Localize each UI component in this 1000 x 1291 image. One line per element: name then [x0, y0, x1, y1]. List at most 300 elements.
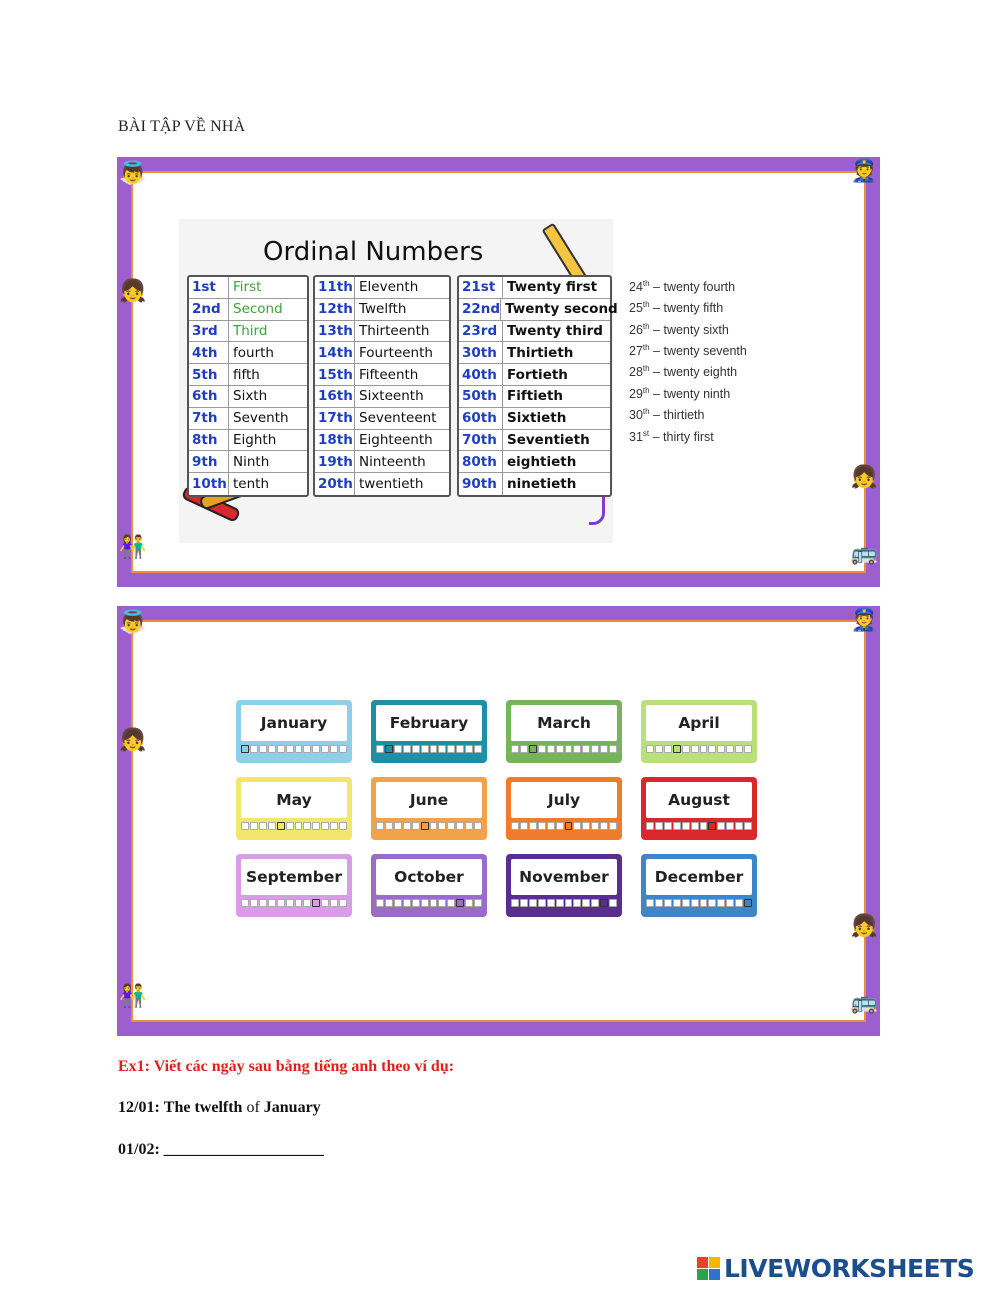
ordinal-row [459, 342, 610, 364]
month-index-box [321, 899, 329, 907]
ordinal-list-item [629, 318, 747, 339]
month-index-box [538, 899, 546, 907]
month-index-box [330, 899, 338, 907]
ordinal-row [315, 473, 449, 495]
month-card [236, 854, 352, 917]
ordinal-number: 40th [459, 364, 503, 385]
month-index-box [529, 822, 537, 830]
ordinal-row [459, 451, 610, 473]
example-of: of [246, 1099, 260, 1116]
angel-icon: 👼 [119, 610, 147, 635]
month-card [641, 854, 757, 917]
month-index-box [456, 745, 464, 753]
month-index-box [286, 899, 294, 907]
month-index-strip [511, 745, 617, 753]
month-index-box [700, 822, 708, 830]
month-index-box [412, 822, 420, 830]
month-index-box [744, 745, 752, 753]
month-name: November [511, 859, 617, 895]
ordinal-number: 21st [459, 277, 503, 298]
month-index-box [295, 899, 303, 907]
ordinal-list-suffix: th [642, 364, 650, 374]
ordinal-row [189, 451, 307, 473]
ordinal-word: Second [233, 301, 283, 318]
ordinal-word: Thirteenth [359, 322, 430, 339]
ordinal-list-text: – thirty first [649, 429, 714, 444]
ordinal-title: Ordinal Numbers [263, 237, 484, 267]
month-index-box [744, 899, 752, 907]
month-index-box [403, 822, 411, 830]
month-index-strip [511, 822, 617, 830]
month-index-box [259, 745, 267, 753]
ordinal-number: 9th [189, 451, 229, 472]
ordinal-number: 3rd [189, 321, 229, 342]
month-index-box [412, 899, 420, 907]
month-name: September [241, 859, 347, 895]
ordinal-number: 4th [189, 342, 229, 363]
month-index-box [268, 899, 276, 907]
month-index-box [403, 899, 411, 907]
ordinal-word: Fifteenth [359, 366, 419, 383]
month-index-box [673, 899, 681, 907]
ordinal-list-item [629, 360, 747, 381]
ordinal-row [189, 430, 307, 452]
month-index-strip [241, 822, 347, 830]
ordinal-word: Eleventh [359, 279, 419, 296]
ordinal-word: tenth [233, 476, 270, 493]
month-card [371, 700, 487, 763]
ordinal-list-text: – thirtieth [649, 408, 705, 423]
month-index-box [700, 899, 708, 907]
ordinal-word: Twenty second [505, 301, 618, 318]
month-index-box [511, 899, 519, 907]
month-index-box [241, 745, 249, 753]
liveworksheets-logo-icon [697, 1257, 720, 1280]
month-index-box [250, 745, 258, 753]
month-index-box [330, 745, 338, 753]
ordinal-word: fifth [233, 366, 260, 383]
ordinal-list-number: 25 [629, 301, 643, 316]
month-index-box [241, 899, 249, 907]
month-index-box [726, 745, 734, 753]
ordinal-list-number: 27 [629, 344, 643, 359]
month-index-box [646, 899, 654, 907]
month-index-box [277, 899, 285, 907]
ordinal-row [189, 299, 307, 321]
month-name: April [646, 705, 752, 741]
month-card [371, 854, 487, 917]
month-index-box [700, 745, 708, 753]
month-index-box [339, 745, 347, 753]
month-index-box [547, 745, 555, 753]
month-index-box [277, 745, 285, 753]
ordinal-row [459, 321, 610, 343]
month-index-box [529, 745, 537, 753]
ordinal-word: eightieth [507, 453, 577, 470]
month-index-box [511, 745, 519, 753]
month-index-box [655, 822, 663, 830]
bus-icon: 🚌 [850, 990, 878, 1015]
month-index-box [376, 745, 384, 753]
exercise-title: Ex1: Viết các ngày sau bằng tiếng anh theo ví dụ: [118, 1058, 455, 1075]
ordinal-row [315, 321, 449, 343]
month-index-box [682, 822, 690, 830]
ordinal-row [189, 342, 307, 364]
ordinal-row [459, 364, 610, 386]
ordinal-list-suffix: st [642, 428, 650, 438]
ordinal-number: 20th [315, 473, 355, 495]
month-index-box [547, 822, 555, 830]
month-index-box [682, 745, 690, 753]
ordinal-number: 50th [459, 386, 503, 407]
ordinal-number: 15th [315, 364, 355, 385]
month-index-box [582, 899, 590, 907]
month-index-box [421, 822, 429, 830]
month-index-box [421, 745, 429, 753]
ordinal-list-number: 26 [629, 322, 643, 337]
ordinal-word: First [233, 279, 262, 296]
month-index-strip [376, 822, 482, 830]
ordinal-list-suffix: th [642, 300, 650, 310]
ordinal-list-item [629, 339, 747, 360]
girl-icon: 👧 [850, 465, 878, 490]
month-index-box [609, 822, 617, 830]
month-index-box [438, 745, 446, 753]
ordinal-word: Thirtieth [507, 344, 574, 361]
ordinal-list-text: – twenty fourth [649, 280, 736, 295]
month-index-box [573, 745, 581, 753]
month-card [506, 777, 622, 840]
ordinal-number: 8th [189, 430, 229, 451]
month-index-box [465, 899, 473, 907]
example-date: 12/01: [118, 1099, 160, 1116]
month-index-box [250, 822, 258, 830]
month-index-box [708, 899, 716, 907]
month-index-box [573, 899, 581, 907]
month-index-box [241, 822, 249, 830]
ordinal-row [189, 386, 307, 408]
month-index-strip [646, 899, 752, 907]
ordinal-number: 23rd [459, 321, 503, 342]
month-index-box [600, 822, 608, 830]
month-index-box [385, 745, 393, 753]
month-index-box [673, 745, 681, 753]
month-index-box [691, 745, 699, 753]
ordinal-row [315, 451, 449, 473]
month-name: October [376, 859, 482, 895]
month-index-box [430, 822, 438, 830]
ordinal-number: 10th [189, 473, 229, 495]
ordinal-row [189, 321, 307, 343]
month-index-box [664, 899, 672, 907]
ordinal-row [315, 430, 449, 452]
month-index-box [394, 745, 402, 753]
ordinal-row [315, 299, 449, 321]
ordinal-number: 7th [189, 408, 229, 429]
ordinal-number: 11th [315, 277, 355, 298]
brand-name: LIVEWORKSHEETS [724, 1254, 975, 1283]
month-index-box [259, 822, 267, 830]
ordinal-word: Twenty first [507, 279, 598, 296]
months-slide [117, 606, 880, 1036]
ordinal-list-item [629, 425, 747, 446]
answer-blank[interactable]: ____________________ [163, 1141, 324, 1158]
month-card [506, 854, 622, 917]
page-heading: BÀI TẬP VỀ NHÀ [118, 118, 246, 135]
ordinal-list-text: – twenty eighth [649, 365, 738, 380]
month-index-strip [646, 822, 752, 830]
ordinal-number: 5th [189, 364, 229, 385]
month-index-box [565, 745, 573, 753]
month-name: August [646, 782, 752, 818]
month-index-box [529, 899, 537, 907]
logo-square [709, 1257, 720, 1268]
ordinal-word: Twelfth [359, 301, 407, 318]
month-index-box [609, 745, 617, 753]
month-index-box [295, 745, 303, 753]
month-index-box [655, 745, 663, 753]
ordinal-number: 16th [315, 386, 355, 407]
month-index-box [385, 822, 393, 830]
month-index-box [250, 899, 258, 907]
ordinal-list-item [629, 403, 747, 424]
month-index-box [412, 745, 420, 753]
ordinal-list-suffix: th [642, 279, 650, 288]
month-index-box [591, 745, 599, 753]
ordinal-column-3 [457, 275, 618, 497]
month-index-strip [376, 899, 482, 907]
ordinal-word: Sixteenth [359, 388, 424, 405]
ordinal-row [315, 342, 449, 364]
month-index-box [600, 745, 608, 753]
month-index-box [312, 745, 320, 753]
ordinal-number: 1st [189, 277, 229, 298]
month-index-box [673, 822, 681, 830]
month-index-box [726, 822, 734, 830]
month-index-box [456, 822, 464, 830]
ordinal-word: Third [233, 322, 268, 339]
month-index-box [339, 822, 347, 830]
month-index-box [646, 745, 654, 753]
month-index-box [456, 899, 464, 907]
month-index-box [600, 899, 608, 907]
month-index-box [708, 745, 716, 753]
girl-icon: 👧 [119, 279, 147, 304]
ordinal-list-text: – twenty fifth [649, 301, 724, 316]
ordinal-slide-content [131, 171, 866, 573]
month-index-box [474, 822, 482, 830]
month-index-box [312, 822, 320, 830]
question-date: 01/02: [118, 1141, 160, 1158]
ordinal-row [459, 277, 610, 299]
ordinal-number: 22nd [459, 299, 501, 320]
month-card [641, 777, 757, 840]
month-index-box [465, 745, 473, 753]
ordinal-word: Sixth [233, 388, 268, 405]
exercise-example [118, 1099, 321, 1117]
month-index-box [511, 822, 519, 830]
ordinal-number: 19th [315, 451, 355, 472]
ordinal-list-text: – twenty ninth [649, 386, 731, 401]
girl-icon: 👧 [119, 728, 147, 753]
month-name: January [241, 705, 347, 741]
month-index-box [717, 822, 725, 830]
ordinal-row [459, 473, 610, 495]
month-index-box [726, 899, 734, 907]
ordinal-row [189, 364, 307, 386]
ordinal-number: 70th [459, 430, 503, 451]
ordinal-chart [179, 219, 618, 543]
ordinal-row [315, 386, 449, 408]
ordinal-list-number: 24 [629, 280, 643, 295]
month-index-box [735, 745, 743, 753]
month-index-box [403, 745, 411, 753]
ordinal-word: Ninteenth [359, 453, 426, 470]
month-index-box [538, 745, 546, 753]
month-index-box [664, 745, 672, 753]
girl-icon: 👧 [850, 914, 878, 939]
ordinal-row [189, 408, 307, 430]
month-index-strip [511, 899, 617, 907]
month-index-strip [241, 899, 347, 907]
month-index-strip [646, 745, 752, 753]
month-index-box [646, 822, 654, 830]
ordinal-word: twentieth [359, 476, 424, 493]
exercise-question [118, 1141, 324, 1159]
policeman-icon: 👮 [850, 608, 878, 633]
month-index-box [664, 822, 672, 830]
month-name: March [511, 705, 617, 741]
month-index-strip [376, 745, 482, 753]
ordinal-row [189, 473, 307, 495]
ordinal-number: 90th [459, 473, 503, 495]
ordinal-list-number: 29 [629, 386, 643, 401]
liveworksheets-brand [697, 1254, 974, 1283]
ordinal-row [459, 430, 610, 452]
month-index-box [520, 822, 528, 830]
month-index-box [421, 899, 429, 907]
ordinal-row [315, 277, 449, 299]
ordinal-list-text: – twenty seventh [649, 344, 747, 359]
policeman-icon: 👮 [850, 159, 878, 184]
month-name: February [376, 705, 482, 741]
month-index-box [295, 822, 303, 830]
ordinal-number: 60th [459, 408, 503, 429]
month-index-box [691, 899, 699, 907]
ordinal-word: Seventieth [507, 431, 590, 448]
month-index-box [321, 745, 329, 753]
month-index-box [376, 822, 384, 830]
month-index-box [556, 745, 564, 753]
month-index-box [735, 899, 743, 907]
month-name: June [376, 782, 482, 818]
months-grid [236, 700, 757, 917]
month-index-box [655, 899, 663, 907]
month-index-box [744, 822, 752, 830]
month-index-box [330, 822, 338, 830]
ordinal-number: 14th [315, 342, 355, 363]
ordinal-row [459, 299, 618, 321]
ordinal-list-item [629, 275, 747, 296]
ordinal-list-number: 30 [629, 408, 643, 423]
month-index-box [520, 899, 528, 907]
month-index-box [538, 822, 546, 830]
ordinal-number: 80th [459, 451, 503, 472]
month-index-box [556, 822, 564, 830]
month-card [641, 700, 757, 763]
month-index-box [474, 899, 482, 907]
month-index-box [339, 899, 347, 907]
month-index-box [286, 745, 294, 753]
month-card [371, 777, 487, 840]
month-index-box [268, 822, 276, 830]
month-card [236, 777, 352, 840]
ordinal-word: Ninth [233, 453, 270, 470]
ordinal-slide [117, 157, 880, 587]
logo-square [709, 1269, 720, 1280]
ordinal-word: ninetieth [507, 476, 577, 493]
ordinal-row [189, 277, 307, 299]
ordinal-word: Fortieth [507, 366, 568, 383]
ordinal-number: 18th [315, 430, 355, 451]
ordinal-number: 30th [459, 342, 503, 363]
ordinal-number: 13th [315, 321, 355, 342]
month-index-box [277, 822, 285, 830]
kids-icon: 👫 [119, 535, 147, 560]
ordinal-number: 6th [189, 386, 229, 407]
month-index-box [312, 899, 320, 907]
month-index-box [609, 899, 617, 907]
month-name: December [646, 859, 752, 895]
ordinal-word: Seventeent [359, 410, 437, 427]
angel-icon: 👼 [119, 161, 147, 186]
month-index-box [474, 745, 482, 753]
month-index-box [582, 745, 590, 753]
month-index-box [708, 822, 716, 830]
ordinal-list-item [629, 382, 747, 403]
month-name: May [241, 782, 347, 818]
month-index-box [556, 899, 564, 907]
example-month: January [263, 1099, 321, 1116]
ordinal-word: Fiftieth [507, 388, 564, 405]
month-index-box [682, 899, 690, 907]
month-index-box [430, 899, 438, 907]
ordinal-word: Eighteenth [359, 431, 433, 448]
month-index-box [438, 822, 446, 830]
ordinal-list-number: 28 [629, 365, 643, 380]
month-index-box [735, 822, 743, 830]
ordinal-word: Eighth [233, 431, 277, 448]
month-index-box [565, 822, 573, 830]
month-name: July [511, 782, 617, 818]
month-index-box [520, 745, 528, 753]
month-index-box [259, 899, 267, 907]
ordinal-list-item [629, 296, 747, 317]
ordinal-word: fourth [233, 344, 274, 361]
ordinal-number: 2nd [189, 299, 229, 320]
month-index-box [438, 899, 446, 907]
month-index-box [376, 899, 384, 907]
ordinal-row [459, 408, 610, 430]
month-index-box [691, 822, 699, 830]
logo-square [697, 1269, 708, 1280]
ordinal-word: Sixtieth [507, 410, 567, 427]
month-index-box [268, 745, 276, 753]
ordinal-list-suffix: th [642, 343, 650, 353]
ordinal-column-1 [187, 275, 309, 497]
ordinal-word: Seventh [233, 410, 289, 427]
month-index-box [447, 822, 455, 830]
